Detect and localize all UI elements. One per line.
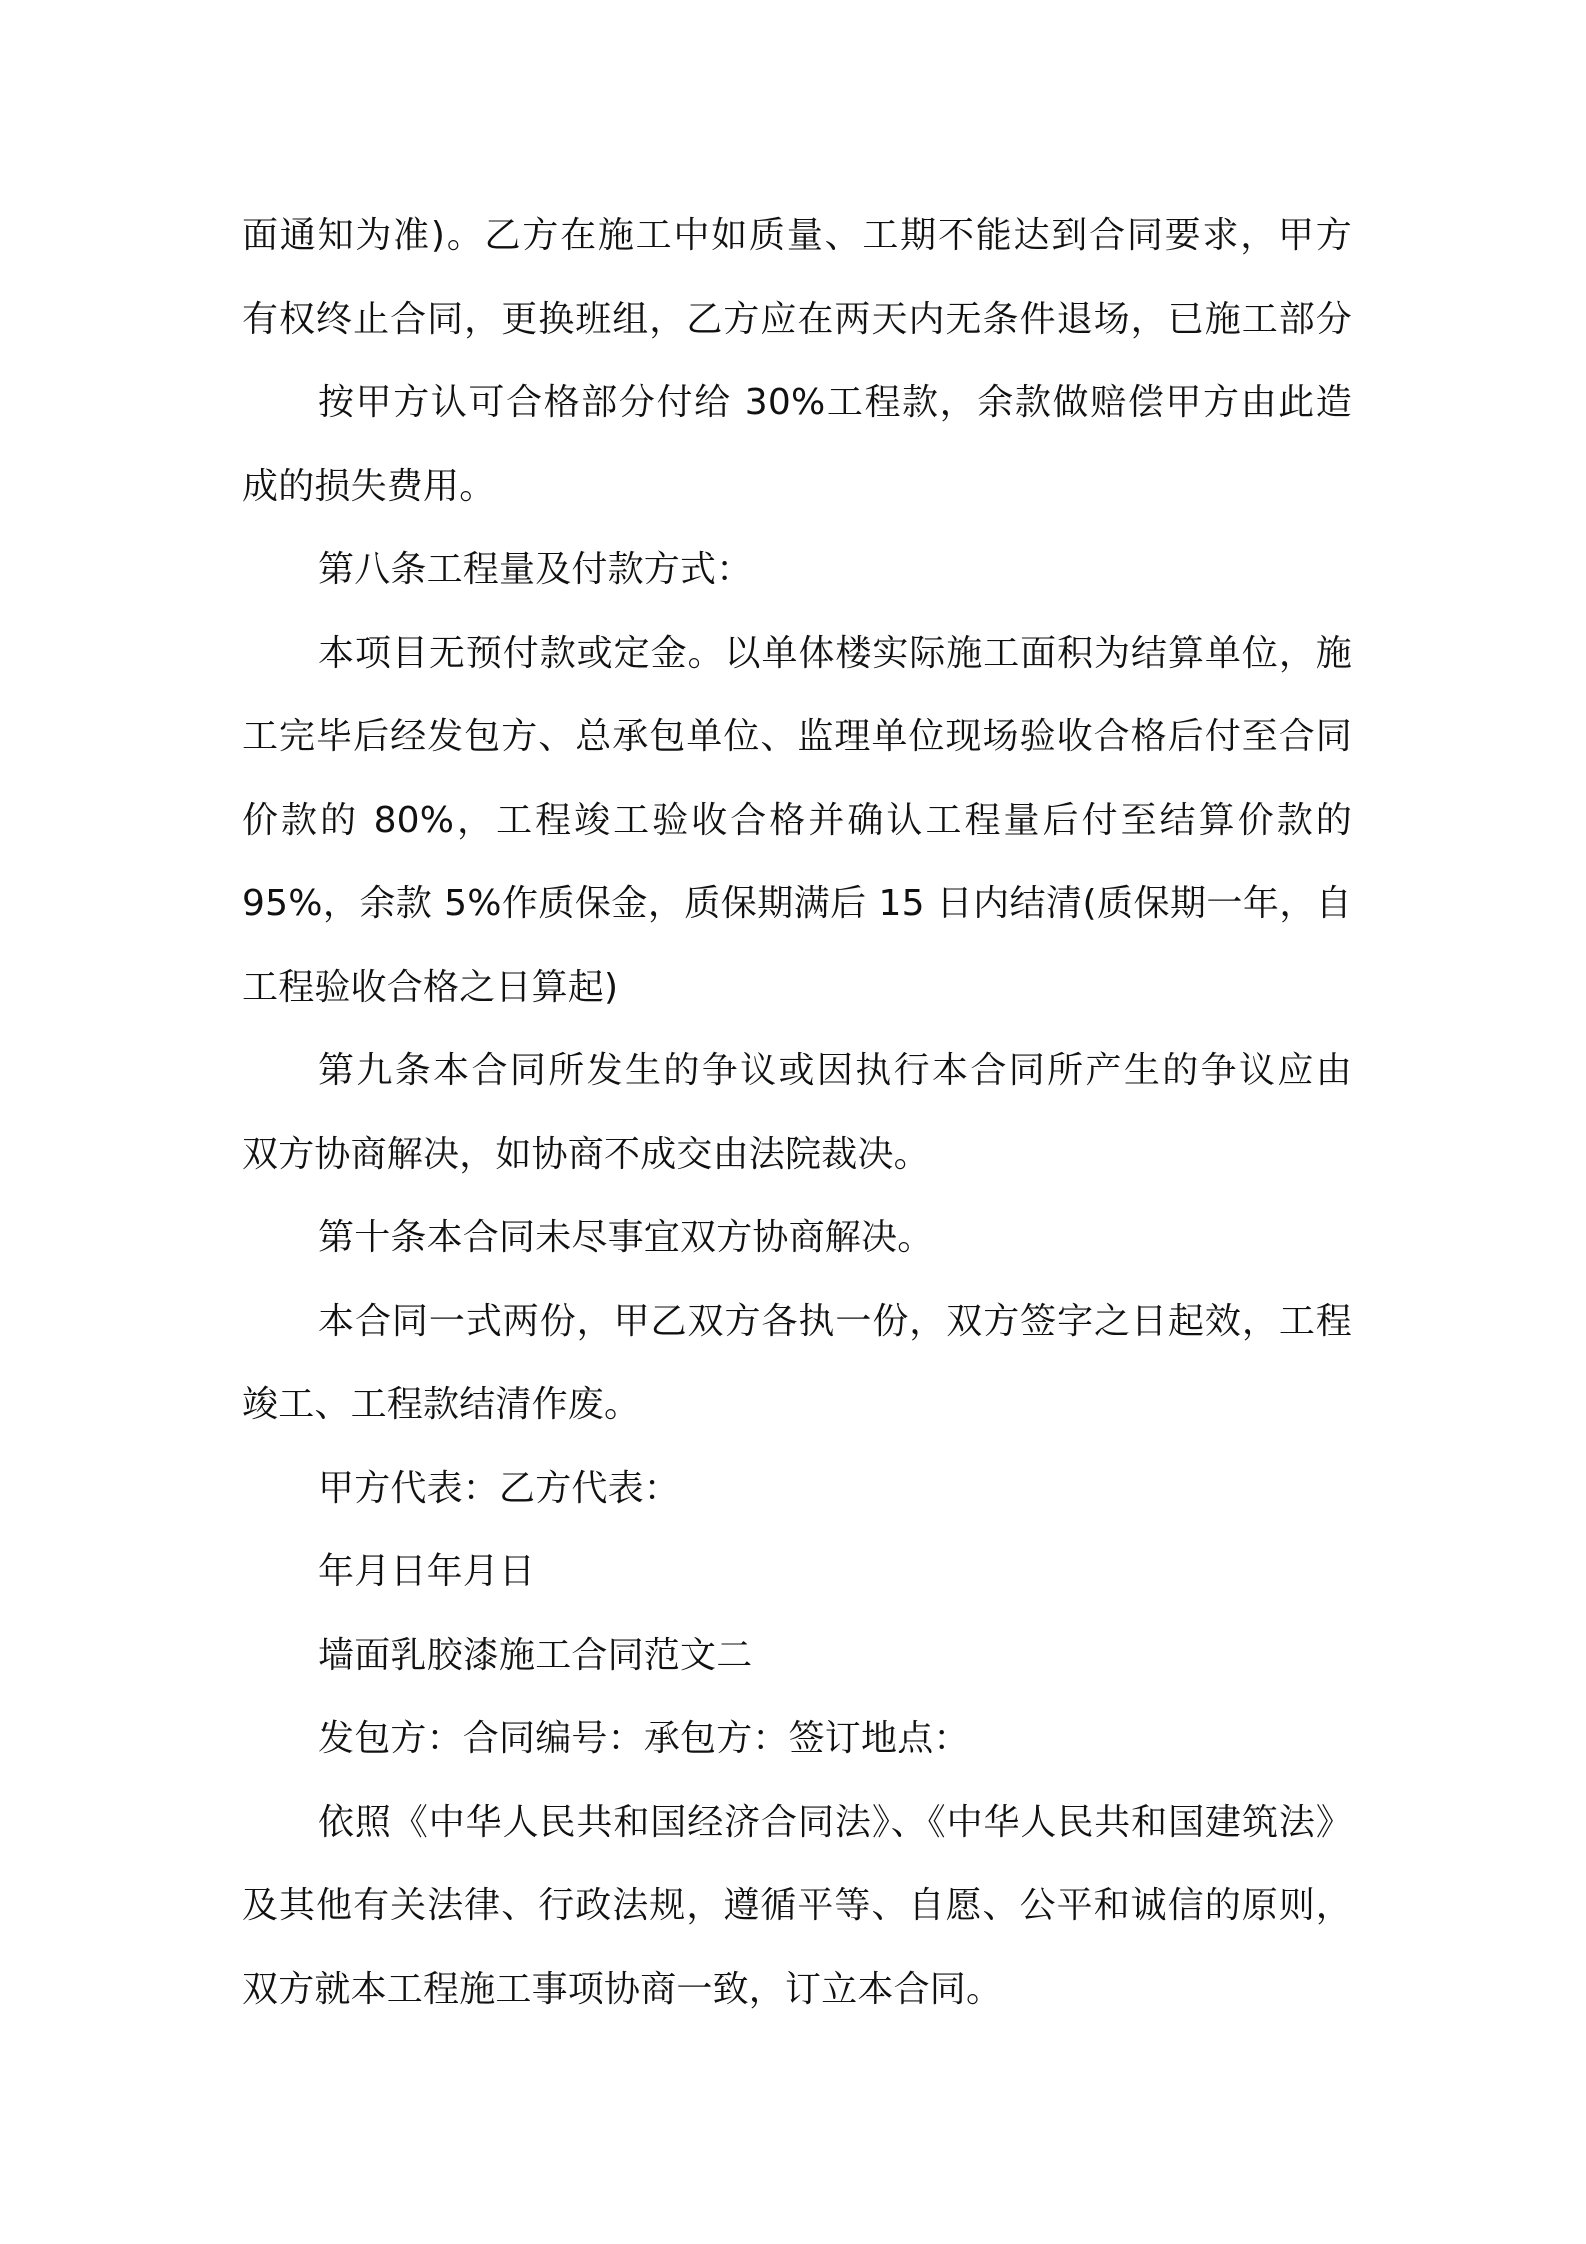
text-line: 成的损失费用。 <box>242 465 496 507</box>
section-heading: 第八条工程量及付款方式： <box>318 549 753 590</box>
text-line: 第九条本合同所发生的争议或因执行本合同所产生的争议应由 <box>318 1050 1352 1091</box>
text-line: 本项目无预付款或定金。以单体楼实际施工面积为结算单位，施 <box>318 632 1352 674</box>
text-line: 工程验收合格之日算起) <box>242 966 619 1008</box>
text-line: 面通知为准)。乙方在施工中如质量、工期不能达到合同要求，甲方 <box>242 215 1352 256</box>
document-subtitle: 墙面乳胶漆施工合同范文二 <box>318 1634 753 1676</box>
signature-labels: 甲方代表：乙方代表： <box>318 1467 681 1509</box>
text-line: 双方协商解决，如协商不成交由法院裁决。 <box>242 1133 930 1175</box>
text-line: 按甲方认可合格部分付给 30%工程款，余款做赔偿甲方由此造 <box>318 382 1352 423</box>
text-line: 有权终止合同，更换班组，乙方应在两天内无条件退场，已施工部分 <box>242 298 1352 340</box>
text-line: 95%，余款 5%作质保金，质保期满后 15 日内结清(质保期一年，自 <box>242 883 1352 924</box>
text-line: 本合同一式两份，甲乙双方各执一份，双方签字之日起效，工程 <box>318 1300 1352 1342</box>
text-line: 工完毕后经发包方、总承包单位、监理单位现场验收合格后付至合同 <box>242 716 1352 757</box>
text-line: 依照《中华人民共和国经济合同法》、《中华人民共和国建筑法》 <box>318 1801 1352 1843</box>
date-labels: 年月日年月日 <box>318 1551 536 1592</box>
text-line: 双方就本工程施工事项协商一致，订立本合同。 <box>242 1968 1003 2010</box>
document-body <box>242 194 1352 2031</box>
party-fields: 发包方：合同编号：承包方：签订地点： <box>318 1718 970 1759</box>
text-line: 价款的 80%，工程竣工验收合格并确认工程量后付至结算价款的 <box>242 799 1352 841</box>
text-line: 及其他有关法律、行政法规，遵循平等、自愿、公平和诚信的原则， <box>242 1885 1352 1926</box>
text-line: 第十条本合同未尽事宜双方协商解决。 <box>318 1217 934 1258</box>
text-line: 竣工、工程款结清作废。 <box>242 1384 641 1425</box>
